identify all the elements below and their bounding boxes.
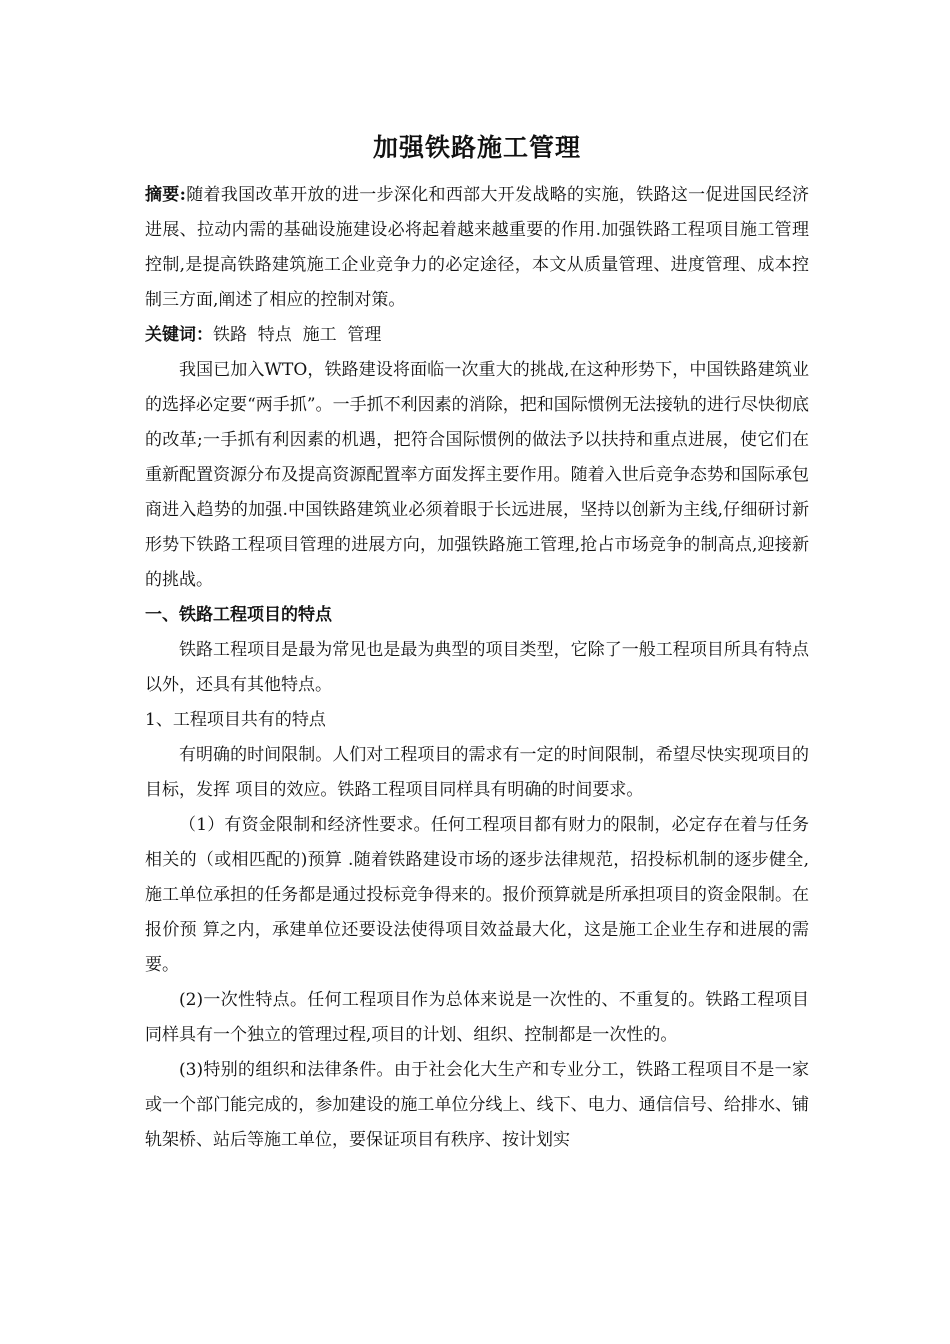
- abstract-paragraph: [145, 178, 809, 318]
- keywords-paragraph: [145, 318, 809, 353]
- keywords-text: 铁路 特点 施工 管理: [213, 325, 382, 345]
- item3-paragraph: (3)特别的组织和法律条件。由于社会化大生产和专业分工，铁路工程项目不是一家或一个部门能完成的，参加建设的施工单位分线上、线下、电力、通信信号、给排水、铺轨架桥、站后等施工单位，要保证项目有秩序、按计划实: [145, 1060, 809, 1150]
- abstract-text: 随着我国改革开放的进一步深化和西部大开发战略的实施，铁路这一促进国民经济进展、拉动内需的基础设施建设必将起着越来越重要的作用.加强铁路工程项目施工管理控制,是提高铁路建筑施工企业竞争力的必定途径，本文从质量管理、进度管理、成本控制三方面,阐述了相应的控制对策。: [145, 185, 810, 310]
- section1-heading: 一、铁路工程项目的特点: [145, 605, 332, 625]
- sub1-heading: 1、工程项目共有的特点: [145, 710, 326, 730]
- section1-paragraph: 铁路工程项目是最为常见也是最为典型的项目类型，它除了一般工程项目所具有特点以外，还具有其他特点。: [145, 640, 809, 695]
- keywords-label: 关键词：: [145, 325, 213, 345]
- document-title: 加强铁路施工管理: [372, 133, 581, 162]
- item2-paragraph: (2)一次性特点。任何工程项目作为总体来说是一次性的、不重复的。铁路工程项目同样具有一个独立的管理过程,项目的计划、组织、控制都是一次性的。: [145, 990, 809, 1045]
- intro-paragraph: 我国已加入WTO，铁路建设将面临一次重大的挑战,在这种形势下，中国铁路建筑业的选择必定要“两手抓”。一手抓不利因素的消除，把和国际惯例无法接轨的进行尽快彻底的改革;一手抓有利因素的机遇，把符合国际惯例的做法予以扶持和重点进展，使它们在重新配置资源分布及提高资源配置率方面发挥主要作用。随着入世后竞争态势和国际承包商进入趋势的加强.中国铁路建筑业必须着眼于长远进展，坚持以创新为主线,仔细研讨新形势下铁路工程项目管理的进展方向，加强铁路施工管理,抢占市场竞争的制高点,迎接新的挑战。: [145, 360, 809, 590]
- abstract-label: 摘要:: [145, 185, 186, 205]
- sub1-paragraph: 有明确的时间限制。人们对工程项目的需求有一定的时间限制，希望尽快实现项目的目标，发挥 项目的效应。铁路工程项目同样具有明确的时间要求。: [145, 745, 809, 800]
- item1-paragraph: （1）有资金限制和经济性要求。任何工程项目都有财力的限制，必定存在着与任务相关的（或相匹配的)预算 .随着铁路建设市场的逐步法律规范，招投标机制的逐步健全,施工单位承担的任务都是通过投标竞争得来的。报价预算就是所承担项目的资金限制。在报价预 算之内，承建单位还要设法使得项目效益最大化，这是施工企业生存和进展的需要。: [145, 815, 809, 975]
- document-page: [145, 128, 809, 1158]
